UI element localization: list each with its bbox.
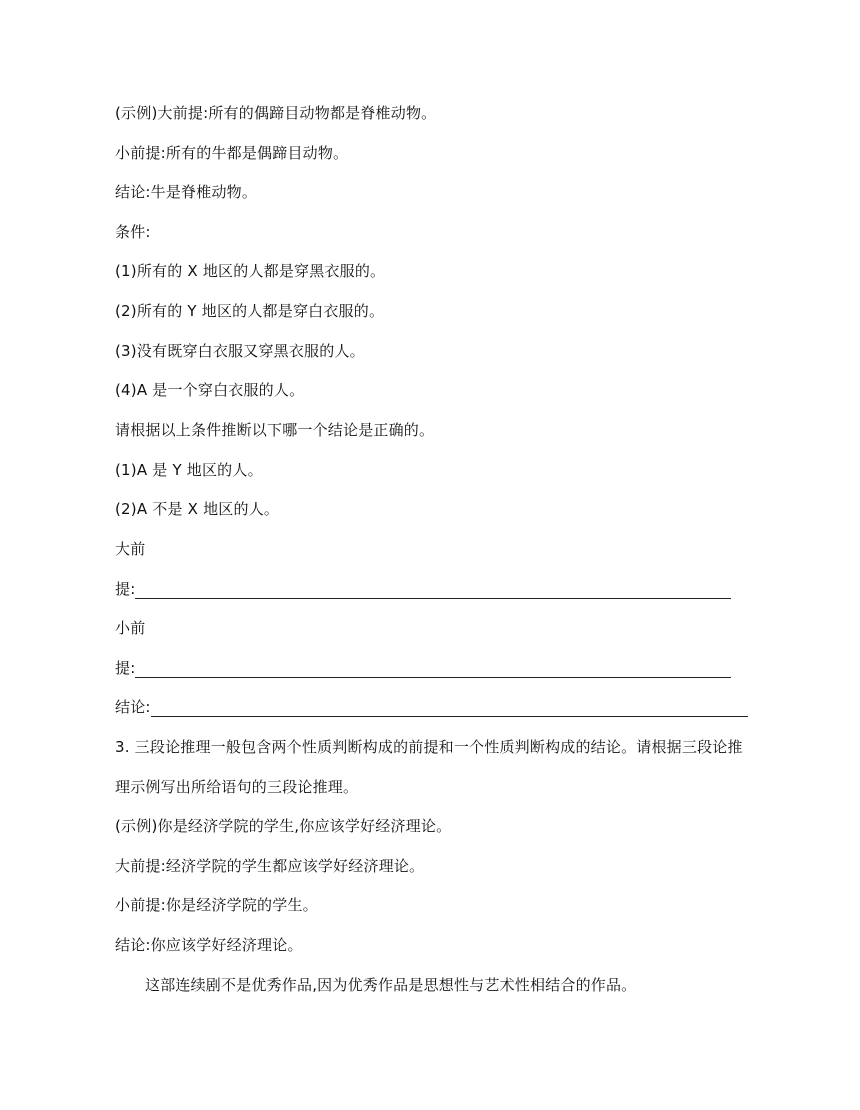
minor-premise-answer-row <box>115 658 731 678</box>
question-3-example: (示例)你是经济学院的学生,你应该学好经济理论。 <box>115 817 452 835</box>
question-3-conclusion: 结论:你应该学好经济理论。 <box>115 936 303 954</box>
condition-1: (1)所有的 X 地区的人都是穿黑衣服的。 <box>115 262 386 280</box>
conclusion-option-1: (1)A 是 Y 地区的人。 <box>115 461 263 479</box>
condition-3: (3)没有既穿白衣服又穿黑衣服的人。 <box>115 342 365 360</box>
major-premise-answer-row <box>115 579 731 599</box>
minor-premise-answer-blank[interactable] <box>135 663 731 678</box>
conditions-heading: 条件: <box>115 223 151 241</box>
question-3-sentence: 这部连续剧不是优秀作品,因为优秀作品是思想性与艺术性相结合的作品。 <box>145 976 637 994</box>
minor-premise-label-part2: 提: <box>115 659 136 677</box>
major-premise-label-part2: 提: <box>115 580 136 598</box>
question-3-minor-premise: 小前提:你是经济学院的学生。 <box>115 896 318 914</box>
condition-2: (2)所有的 Y 地区的人都是穿白衣服的。 <box>115 302 385 320</box>
example-conclusion: 结论:牛是脊椎动物。 <box>115 183 258 201</box>
conclusion-label: 结论: <box>115 698 151 716</box>
conclusion-answer-row <box>115 697 748 717</box>
example-major-premise: (示例)大前提:所有的偶蹄目动物都是脊椎动物。 <box>115 104 437 122</box>
question-3-line-2: 理示例写出所给语句的三段论推理。 <box>115 778 359 796</box>
question-3-major-premise: 大前提:经济学院的学生都应该学好经济理论。 <box>115 857 425 875</box>
conclusion-option-2: (2)A 不是 X 地区的人。 <box>115 500 280 518</box>
conclusion-answer-blank[interactable] <box>151 702 748 717</box>
major-premise-answer-blank[interactable] <box>135 584 731 599</box>
minor-premise-label-part1: 小前 <box>115 619 146 637</box>
condition-4: (4)A 是一个穿白衣服的人。 <box>115 381 305 399</box>
instruction: 请根据以上条件推断以下哪一个结论是正确的。 <box>115 421 435 439</box>
major-premise-label-part1: 大前 <box>115 540 146 558</box>
question-3-line-1: 3. 三段论推理一般包含两个性质判断构成的前提和一个性质判断构成的结论。请根据三段论推 <box>115 738 743 756</box>
example-minor-premise: 小前提:所有的牛都是偶蹄目动物。 <box>115 144 349 162</box>
